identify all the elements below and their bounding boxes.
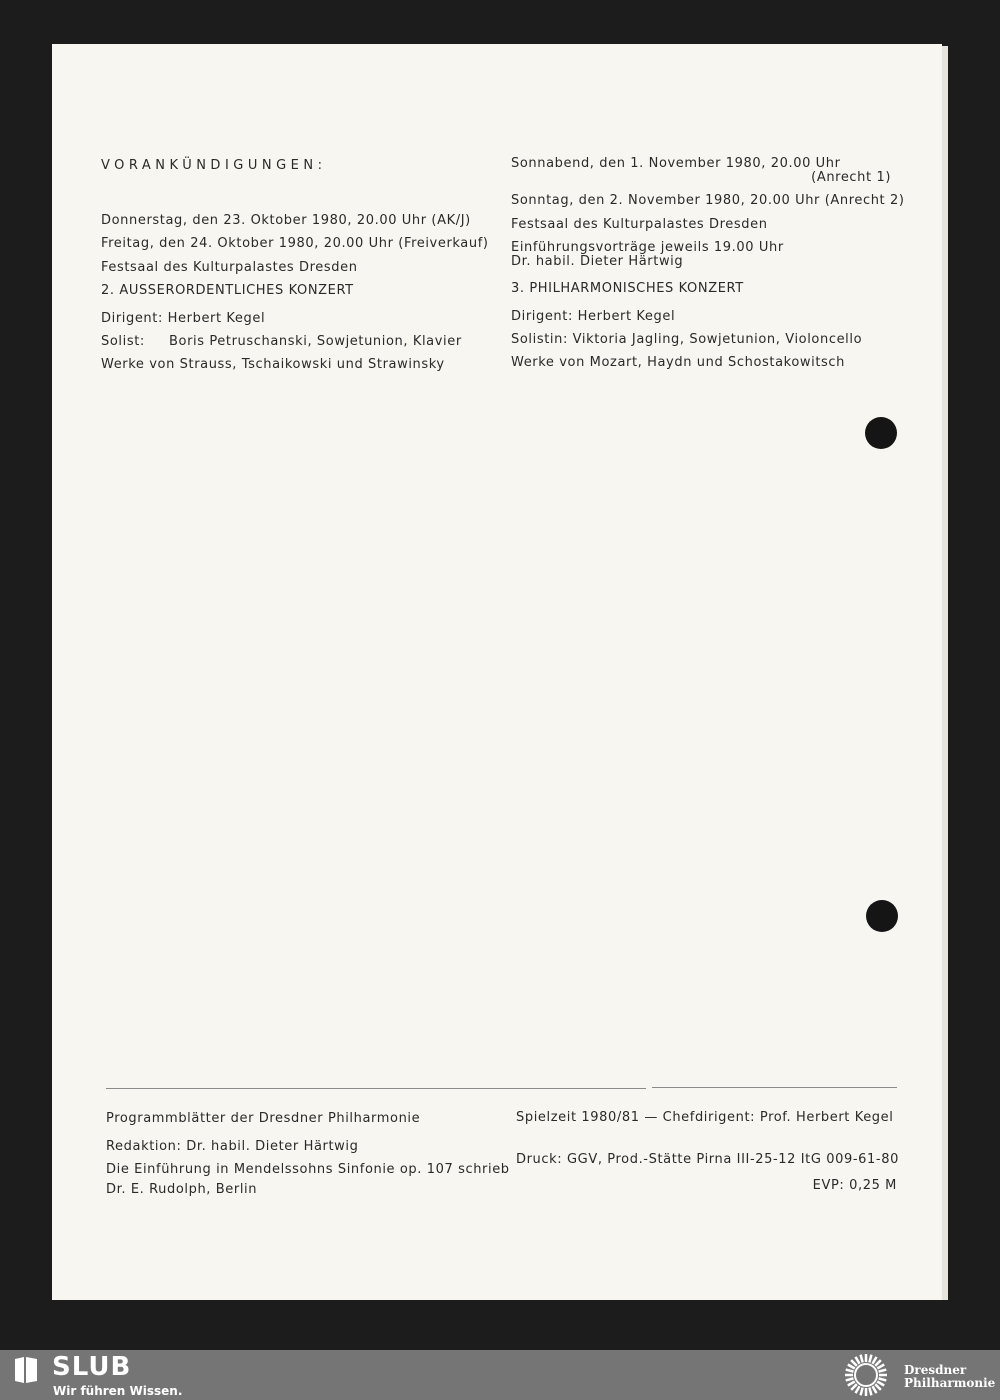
- partner-name-line-1: Dresdner: [904, 1363, 967, 1377]
- imprint-divider-left: [106, 1088, 646, 1089]
- imprint-divider-right: [652, 1087, 897, 1088]
- left-concert-title: 2. AUSSERORDENTLICHES KONZERT: [101, 283, 354, 298]
- announcements-heading: VORANKÜNDIGUNGEN:: [101, 158, 327, 173]
- right-venue: Festsaal des Kulturpalastes Dresden: [511, 217, 768, 232]
- punch-hole-bottom: [866, 900, 898, 932]
- right-works: Werke von Mozart, Haydn und Schostakowitsch: [511, 355, 845, 370]
- imprint-introduction-author-2: Dr. E. Rudolph, Berlin: [106, 1182, 258, 1197]
- partner-name: [904, 1364, 995, 1390]
- right-subscription-note: (Anrecht 1): [811, 170, 891, 185]
- sunburst-ray: [875, 1360, 881, 1366]
- imprint-introduction-author-1: Die Einführung in Mendelssohns Sinfonie op. 107 schrieb: [106, 1162, 510, 1177]
- right-concert-title: 3. PHILHARMONISCHES KONZERT: [511, 281, 744, 296]
- imprint-price: EVP: 0,25 M: [812, 1178, 897, 1193]
- sunburst-ray: [869, 1355, 871, 1363]
- sunburst-ray: [846, 1378, 854, 1380]
- imprint-editor: Redaktion: Dr. habil. Dieter Härtwig: [106, 1139, 359, 1154]
- sunburst-ray: [877, 1382, 884, 1386]
- left-date-line-2: Freitag, den 24. Oktober 1980, 20.00 Uhr (Freiverkauf): [101, 236, 489, 251]
- sunburst-ray: [877, 1365, 884, 1369]
- left-soloist-label: Solist:: [101, 334, 145, 349]
- sunburst-ray: [879, 1378, 887, 1380]
- library-tagline: Wir führen Wissen.: [53, 1384, 183, 1398]
- punch-hole-top: [865, 417, 897, 449]
- partner-name-line-2: Philharmonie: [904, 1376, 996, 1390]
- sunburst-ray: [848, 1365, 855, 1369]
- left-date-line-1: Donnerstag, den 23. Oktober 1980, 20.00 Uhr (AK/J): [101, 213, 471, 228]
- sunburst-ray: [873, 1386, 877, 1393]
- sunburst-ray: [861, 1388, 863, 1396]
- right-intro-line-2: Dr. habil. Dieter Härtwig: [511, 254, 684, 269]
- sunburst-ray: [861, 1355, 863, 1363]
- imprint-season: Spielzeit 1980/81 — Chefdirigent: Prof. Herbert Kegel: [516, 1110, 894, 1125]
- library-logo-text: SLUB: [52, 1352, 132, 1382]
- right-soloist: Solistin: Viktoria Jagling, Sowjetunion, Violoncello: [511, 332, 863, 347]
- imprint-publication: Programmblätter der Dresdner Philharmonie: [106, 1111, 421, 1126]
- sunburst-ray: [856, 1386, 860, 1393]
- sunburst-logo-icon: [841, 1352, 891, 1398]
- right-conductor: Dirigent: Herbert Kegel: [511, 309, 676, 324]
- book-icon: [12, 1355, 40, 1385]
- right-intro-line-1: Einführungsvorträge jeweils 19.00 Uhr: [511, 240, 784, 255]
- sunburst-ray: [848, 1382, 855, 1386]
- left-conductor: Dirigent: Herbert Kegel: [101, 311, 266, 326]
- sunburst-ray: [879, 1370, 887, 1372]
- sunburst-ray: [846, 1370, 854, 1372]
- sunburst-ray: [869, 1388, 871, 1396]
- imprint-printer: Druck: GGV, Prod.-Stätte Pirna III-25-12 ItG 009-61-80: [516, 1152, 899, 1167]
- left-soloist: Boris Petruschanski, Sowjetunion, Klavier: [169, 334, 462, 349]
- left-works: Werke von Strauss, Tschaikowski und Strawinsky: [101, 357, 445, 372]
- sunburst-ray: [851, 1384, 857, 1390]
- sunburst-ray: [875, 1384, 881, 1390]
- right-date-line-2: Sonntag, den 2. November 1980, 20.00 Uhr (Anrecht 2): [511, 193, 905, 208]
- sunburst-ray: [851, 1360, 857, 1366]
- sunburst-ray: [873, 1357, 877, 1364]
- sunburst-ray: [856, 1357, 860, 1364]
- right-date-line-1: Sonnabend, den 1. November 1980, 20.00 Uhr: [511, 156, 841, 171]
- left-venue: Festsaal des Kulturpalastes Dresden: [101, 260, 358, 275]
